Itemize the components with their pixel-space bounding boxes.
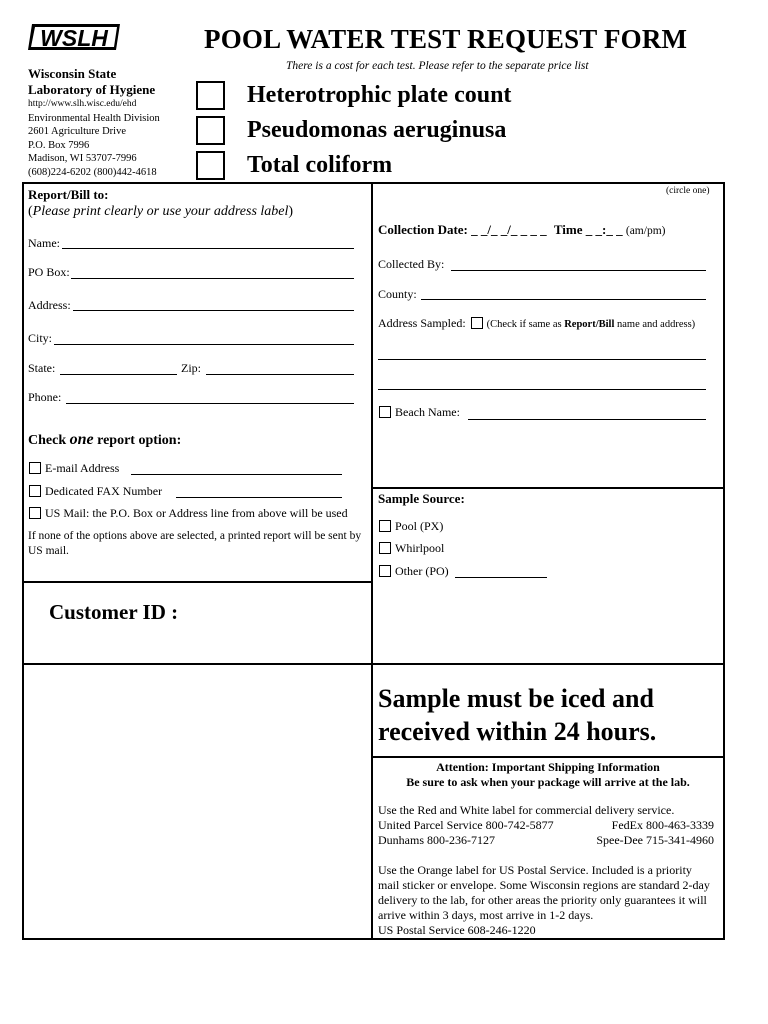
form-subtitle: There is a cost for each test. Please refer to the separate price list: [286, 60, 589, 72]
beach-checkbox[interactable]: [379, 406, 391, 418]
collection-date-row: Collection Date: _ _/_ _/_ _ _ _ Time _ _:_ _ (am/pm): [378, 222, 666, 237]
phone-field[interactable]: [66, 403, 354, 404]
test-label-pseudomonas: Pseudomonas aeruginusa: [247, 117, 507, 143]
mail-option[interactable]: US Mail: the P.O. Box or Address line from above will be used: [29, 506, 348, 521]
fax-option[interactable]: Dedicated FAX Number: [29, 484, 162, 499]
test-checkbox-pseudomonas[interactable]: [196, 116, 225, 145]
iced-notice: Sample must be iced and received within 24 hours.: [378, 684, 657, 746]
city-label: City:: [28, 331, 53, 345]
same-address-checkbox[interactable]: [471, 317, 483, 329]
collected-by-label: Collected By:: [378, 257, 445, 271]
shipping-commercial: Use the Red and White label for commercial delivery service. United Parcel Service 800-742-5877 FedEx 800-463-3339 Dunhams 800-236-7127 Spee-Dee 715-341-4960: [378, 803, 714, 847]
zip-field[interactable]: [206, 374, 354, 375]
customer-id-label: Customer ID :: [49, 600, 179, 624]
address-sampled-line-1[interactable]: [378, 359, 706, 360]
test-checkbox-coliform[interactable]: [196, 151, 225, 180]
collected-by-field[interactable]: [451, 270, 706, 271]
whirlpool-checkbox[interactable]: [379, 542, 391, 554]
fax-field[interactable]: [176, 497, 342, 498]
test-checkbox-hpc[interactable]: [196, 81, 225, 110]
divider-right-2: [371, 756, 725, 758]
source-whirlpool-option[interactable]: Whirlpool: [379, 541, 444, 556]
circle-one-note: (circle one): [666, 186, 710, 196]
shipping-attention: Attention: Important Shipping Information Be sure to ask when your package will arrive at the lab.: [406, 760, 690, 789]
column-divider: [371, 182, 373, 940]
report-option-heading: Check one report option:: [28, 431, 182, 448]
test-label-coliform: Total coliform: [247, 152, 393, 178]
shipping-usps: Use the Orange label for US Postal Service. Included is a priority mail sticker or envelope. Some Wisconsin regions are standard 2-day delivery to the lab, for other areas the priority only guarantees it will arrive within 3 days, most arrive in 1-2 days. US Postal Service 608-246-1220: [378, 863, 710, 937]
address-sampled-line-2[interactable]: [378, 389, 706, 390]
county-label: County:: [378, 287, 417, 301]
beach-name-field[interactable]: [468, 419, 706, 420]
collection-date-field[interactable]: _ _/_ _/_ _ _ _: [471, 222, 547, 237]
phone-label: Phone:: [28, 390, 62, 404]
zip-label: Zip:: [181, 361, 201, 375]
divider-left-1: [22, 581, 373, 583]
city-field[interactable]: [54, 344, 354, 345]
beach-name-row: Beach Name:: [379, 405, 460, 420]
report-bill-heading: Report/Bill to:: [28, 187, 109, 202]
report-option-note: If none of the options above are selected, a printed report will be sent by US mail.: [28, 530, 362, 557]
name-field[interactable]: [62, 248, 354, 249]
pool-checkbox[interactable]: [379, 520, 391, 532]
test-label-hpc: Heterotrophic plate count: [247, 82, 512, 108]
logo-text: WSLH: [40, 25, 108, 51]
state-field[interactable]: [60, 374, 177, 375]
pobox-field[interactable]: [71, 278, 354, 279]
divider-right-1: [371, 487, 725, 489]
mail-checkbox[interactable]: [29, 507, 41, 519]
ampm-option[interactable]: (am/pm): [625, 225, 666, 237]
org-url: http://www.slh.wisc.edu/ehd: [28, 99, 137, 109]
collection-time-field[interactable]: _ _:_ _: [585, 222, 623, 237]
name-label: Name:: [28, 236, 60, 250]
county-field[interactable]: [421, 299, 706, 300]
email-field[interactable]: [131, 474, 342, 475]
address-field[interactable]: [73, 310, 354, 311]
org-name: Wisconsin State Laboratory of Hygiene: [28, 66, 156, 97]
divider-full: [22, 663, 725, 665]
email-checkbox[interactable]: [29, 462, 41, 474]
wslh-logo: [28, 22, 124, 52]
other-checkbox[interactable]: [379, 565, 391, 577]
sample-source-heading: Sample Source:: [378, 491, 465, 506]
org-address: http://www.slh.wisc.edu/ehd Environmental Health Division 2601 Agriculture Drive P.O. Box 7996 Madison, WI 53707-7996 (608)224-6202 (800)442-4618: [28, 99, 160, 178]
state-label: State:: [28, 361, 56, 375]
address-sampled-row: Address Sampled: (Check if same as Report/Bill name and address): [378, 316, 696, 330]
source-other-option[interactable]: Other (PO): [379, 564, 449, 579]
other-source-field[interactable]: [455, 577, 547, 578]
address-label: Address:: [28, 298, 71, 312]
email-option[interactable]: E-mail Address: [29, 461, 119, 476]
report-bill-instruction: (Please print clearly or use your address label): [28, 204, 294, 219]
form-title: POOL WATER TEST REQUEST FORM: [204, 24, 688, 54]
source-pool-option[interactable]: Pool (PX): [379, 519, 443, 534]
fax-checkbox[interactable]: [29, 485, 41, 497]
pobox-label: PO Box:: [28, 265, 70, 279]
